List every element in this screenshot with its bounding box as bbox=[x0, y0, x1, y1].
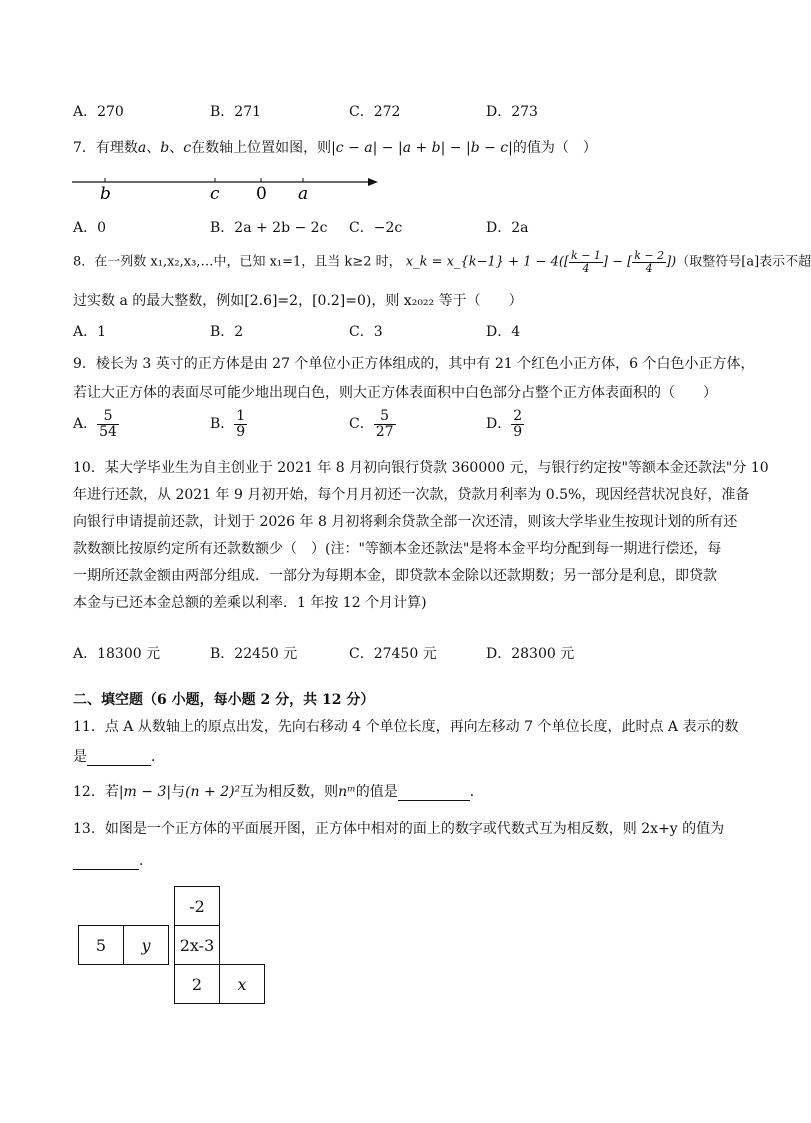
q8-frac-2-den: 4 bbox=[645, 261, 653, 275]
q10-line-6: 本金与已还本金总额的差乘以利率．1 年按 12 个月计算) bbox=[73, 595, 427, 611]
q6-option-b[interactable]: B．271 bbox=[210, 104, 262, 120]
q7-prefix: 7．有理数 bbox=[73, 140, 138, 156]
q8-options bbox=[73, 321, 733, 343]
q7-option-d[interactable]: D．2a bbox=[486, 220, 529, 236]
q8-formula-right: ]) bbox=[666, 254, 677, 270]
q6-option-a[interactable]: A．270 bbox=[73, 104, 124, 120]
label-c: c bbox=[210, 184, 220, 204]
q6-option-c[interactable]: C．272 bbox=[349, 104, 401, 120]
q9-option-b-frac bbox=[234, 409, 247, 439]
q6-option-d[interactable]: D．273 bbox=[486, 104, 538, 120]
q10-line-2: 年进行还款，从 2021 年 9 月初开始，每个月月初还一次款，贷款月利率为 0.5%，现因经营状况良好，准备 bbox=[73, 487, 750, 503]
number-line-arrow bbox=[368, 178, 378, 186]
q8-option-c[interactable]: C．3 bbox=[349, 324, 383, 340]
q9-option-b-label: B． bbox=[210, 416, 235, 433]
q11-answer-blank[interactable] bbox=[87, 751, 151, 766]
q12-end: ． bbox=[469, 784, 484, 800]
q8-formula-left: x_k = x_{k−1} + 1 − 4([ bbox=[405, 254, 570, 270]
q9-stem-line2: 若让大正方体的表面尽可能少地出现白色，则大正方体表面积中白色部分占整个正方体表面积的（ ） bbox=[73, 385, 717, 401]
q10-option-c[interactable]: C．27450 元 bbox=[349, 646, 437, 662]
net-cell-top: -2 bbox=[174, 886, 220, 926]
q11-prefix: 是 bbox=[73, 749, 87, 765]
label-zero: 0 bbox=[256, 184, 267, 204]
q8-option-b[interactable]: B．2 bbox=[210, 324, 244, 340]
q9-option-c-frac bbox=[374, 409, 396, 439]
net-cell-2: 2 bbox=[174, 964, 220, 1004]
q11-stem-line2 bbox=[73, 746, 165, 766]
q8-formula-mid: ] − [ bbox=[602, 254, 633, 270]
q8-frac-1 bbox=[569, 250, 603, 274]
q9-options bbox=[73, 409, 733, 445]
q12-post: 互为相反数，则 bbox=[240, 784, 339, 800]
q13-stem-line1: 13．如图是一个正方体的平面展开图，正方体中相对的面上的数字或代数式互为相反数，则 2x+y 的值为 bbox=[73, 821, 725, 837]
q9-option-b-den: 9 bbox=[236, 423, 246, 440]
q8-text-d: （取整符号[a]表示不超 bbox=[676, 254, 811, 270]
q8-option-d[interactable]: D．4 bbox=[486, 324, 521, 340]
q9-option-d-num: 2 bbox=[513, 408, 523, 424]
net-cell-2x-3: 2x-3 bbox=[174, 925, 220, 965]
q11-end: ． bbox=[151, 749, 165, 765]
q10-line-4: 款数额比按原约定所有还款数额少（ ）(注："等额本金还款法"是将本金平均分配到每一期进行偿还，每 bbox=[73, 541, 722, 557]
q9-option-c-den: 27 bbox=[375, 423, 394, 440]
q7-var-c: c bbox=[183, 140, 192, 156]
q10-options bbox=[73, 643, 733, 665]
q10-line-5: 一期所还款金额由两部分组成．一部分为每期本金，即贷款本金除以还款期数；另一部分是利息，即贷款 bbox=[73, 568, 717, 584]
q12-post2: 的值是 bbox=[355, 784, 398, 800]
q9-option-d[interactable] bbox=[486, 409, 524, 439]
q7-var-b: b bbox=[160, 140, 170, 156]
q8-x1: ₁=1 bbox=[276, 254, 302, 270]
number-line bbox=[70, 168, 390, 202]
q8-stem-line1 bbox=[73, 250, 811, 274]
q7-var-a: a bbox=[137, 140, 147, 156]
net-cell-5: 5 bbox=[78, 925, 124, 965]
q12-prefix: 12．若 bbox=[73, 784, 119, 800]
q9-option-d-frac bbox=[511, 409, 524, 439]
q9-option-a-den: 54 bbox=[99, 423, 117, 440]
q9-stem-line1: 9．棱长为 3 英寸的正方体是由 27 个单位小正方体组成的，其中有 21 个红色小正方体，6 个白色小正方体， bbox=[73, 356, 755, 372]
q7-suffix: 的值为（ ） bbox=[512, 140, 597, 156]
q9-option-a-num: 5 bbox=[97, 409, 119, 425]
q10-option-a[interactable]: A．18300 元 bbox=[73, 646, 161, 662]
q10-line-3: 向银行申请提前还款，计划于 2026 年 8 月初将剩余贷款全部一次还清，则该大学毕业生按现计划的所有还 bbox=[73, 514, 738, 530]
q9-option-a-frac bbox=[97, 409, 119, 439]
q7-mid: 在数轴上位置如图，则 bbox=[191, 140, 332, 156]
q9-option-c-label: C． bbox=[349, 416, 374, 433]
q8-text-c: ，且当 k≥2 时， bbox=[301, 254, 402, 270]
q9-option-d-label: D． bbox=[486, 416, 512, 433]
q9-option-a[interactable] bbox=[73, 409, 119, 439]
net-cell-y: y bbox=[123, 925, 169, 965]
q11-stem-line1: 11．点 A 从数轴上的原点出发，先向右移动 4 个单位长度，再向左移动 7 个单位长度，此时点 A 表示的数 bbox=[73, 719, 739, 735]
q7-option-b[interactable]: B．2a + 2b − 2c bbox=[210, 220, 328, 236]
net-cell-x: x bbox=[219, 964, 265, 1004]
q8-frac-2-num: k − 2 bbox=[634, 249, 665, 262]
q9-option-a-label: A． bbox=[73, 416, 98, 433]
q8-text-a: 8．在一列数 x bbox=[73, 254, 158, 270]
q12-mid: 与 bbox=[171, 784, 186, 800]
q7-option-a[interactable]: A．0 bbox=[73, 220, 107, 236]
q8-text-b: 中，已知 x bbox=[213, 254, 277, 270]
q9-option-c-num: 5 bbox=[374, 409, 396, 425]
q12-power-expr: nᵐ bbox=[338, 784, 356, 800]
label-a: a bbox=[298, 184, 309, 204]
q7-options bbox=[73, 217, 733, 239]
q12-square-expr: (n + 2)² bbox=[185, 784, 241, 800]
q8-frac-1-den: 4 bbox=[582, 261, 590, 275]
q9-option-d-den: 9 bbox=[513, 423, 523, 440]
q10-line-1: 10．某大学毕业生为自主创业于 2021 年 8 月初向银行贷款 360000 元，与银行约定按"等额本金还款法"分 10 bbox=[73, 460, 769, 476]
q9-option-c[interactable] bbox=[349, 409, 396, 439]
q7-expression: |c − a| − |a + b| − |b − c| bbox=[331, 140, 513, 156]
section-2-heading: 二、填空题（6 小题，每小题 2 分，共 12 分） bbox=[73, 692, 375, 708]
q9-option-b-num: 1 bbox=[236, 408, 246, 424]
q8-frac-2 bbox=[632, 250, 666, 274]
q8-option-a[interactable]: A．1 bbox=[73, 324, 107, 340]
q8-stem-line2: 过实数 a 的最大整数，例如[2.6]=2，[0.2]=0)，则 x₂₀₂₂ 等于（ ） bbox=[73, 293, 523, 309]
q12-stem bbox=[73, 781, 484, 801]
q10-option-b[interactable]: B．22450 元 bbox=[210, 646, 298, 662]
q12-answer-blank[interactable] bbox=[398, 786, 470, 801]
q13-end: ． bbox=[139, 853, 153, 869]
cube-net bbox=[78, 858, 278, 1018]
q7-stem: 7．有理数a、b、c在数轴上位置如图，则|c − a| − |a + b| − |b − c|的值为（ ） bbox=[73, 140, 597, 156]
q12-abs-expr: |m − 3| bbox=[118, 784, 172, 800]
q6-options bbox=[73, 101, 733, 123]
q7-option-c[interactable]: C．−2c bbox=[349, 220, 403, 236]
q8-seq: ₁,x₂,x₃,… bbox=[157, 254, 214, 270]
q9-option-b[interactable] bbox=[210, 409, 247, 439]
q10-option-d[interactable]: D．28300 元 bbox=[486, 646, 575, 662]
label-b: b bbox=[100, 184, 111, 204]
q8-frac-1-num: k − 1 bbox=[571, 249, 601, 262]
